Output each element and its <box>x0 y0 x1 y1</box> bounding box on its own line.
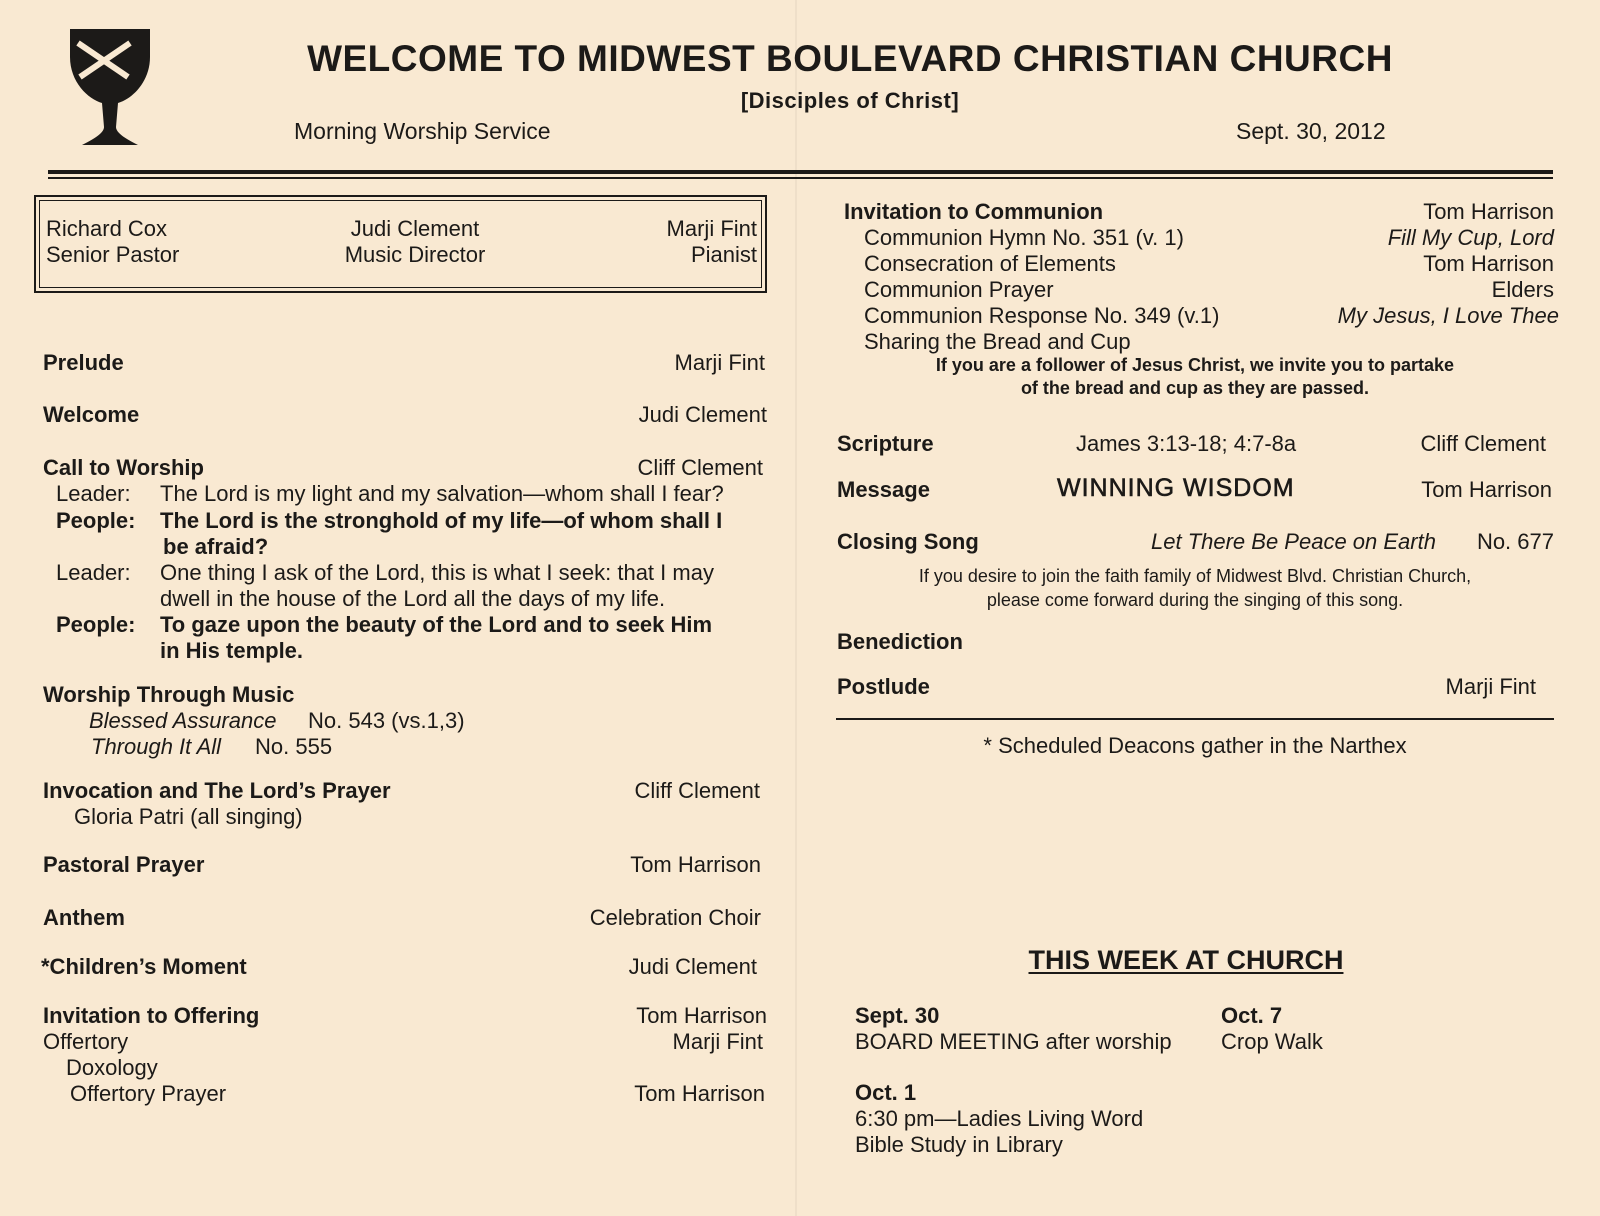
event-description: 6:30 pm—Ladies Living Word <box>855 1106 1144 1131</box>
closing-song-label: Closing Song <box>837 529 979 554</box>
doxology-label: Doxology <box>66 1055 158 1080</box>
offering-who: Tom Harrison <box>636 1003 767 1028</box>
closing-song-note: If you desire to join the faith family of Midwest Blvd. Christian Church, <box>918 566 1472 586</box>
song-number: No. 555 <box>255 734 333 759</box>
communion-item-detail: Elders <box>1491 277 1554 302</box>
song-number: No. 543 (vs.1,3) <box>308 708 465 733</box>
communion-who: Tom Harrison <box>1423 199 1554 224</box>
welcome-who: Judi Clement <box>638 402 767 427</box>
offertory-who: Marji Fint <box>672 1029 763 1054</box>
song-title: Blessed Assurance <box>89 708 277 733</box>
postlude-label: Postlude <box>837 674 930 699</box>
prelude-label: Prelude <box>43 350 124 375</box>
music-label: Worship Through Music <box>43 682 295 707</box>
song-title: Through It All <box>91 734 222 759</box>
offering-label: Invitation to Offering <box>43 1003 260 1028</box>
header-rule <box>48 170 1553 174</box>
event-date: Oct. 7 <box>1221 1003 1283 1028</box>
pastoral-prayer-label: Pastoral Prayer <box>43 852 205 877</box>
benediction-label: Benediction <box>837 629 963 654</box>
pastoral-prayer-who: Tom Harrison <box>630 852 761 877</box>
closing-song-number: No. 677 <box>1476 529 1554 554</box>
service-name: Morning Worship Service <box>294 118 551 144</box>
staff-name-pianist: Marji Fint <box>666 216 757 241</box>
litany-speaker: People: <box>56 612 136 637</box>
welcome-label: Welcome <box>43 402 140 427</box>
litany-line-cont: be afraid? <box>163 534 269 559</box>
communion-note: of the bread and cup as they are passed. <box>1020 378 1370 398</box>
staff-name-pastor: Richard Cox <box>46 216 168 241</box>
header-rule-thin <box>48 177 1553 179</box>
call-to-worship-who: Cliff Clement <box>637 455 763 480</box>
this-week-heading: THIS WEEK AT CHURCH <box>1028 945 1344 975</box>
communion-item: Communion Hymn No. 351 (v. 1) <box>864 225 1184 250</box>
invocation-label: Invocation and The Lord’s Prayer <box>43 778 391 803</box>
closing-song-title: Let There Be Peace on Earth <box>1151 529 1436 554</box>
litany-line: One thing I ask of the Lord, this is what I seek: that I may <box>160 560 714 585</box>
litany-speaker: Leader: <box>56 560 131 585</box>
litany-line: The Lord is my light and my salvation—whom shall I fear? <box>160 481 724 506</box>
postlude-rule <box>836 718 1554 720</box>
postlude-who: Marji Fint <box>1445 674 1536 699</box>
scripture-reference: James 3:13-18; 4:7-8a <box>1076 431 1297 456</box>
communion-item-detail: Fill My Cup, Lord <box>1387 225 1554 250</box>
litany-line-cont: dwell in the house of the Lord all the days of my life. <box>160 586 666 611</box>
staff-role-music: Music Director <box>344 242 486 267</box>
communion-item: Communion Prayer <box>864 277 1054 302</box>
event-date: Sept. 30 <box>855 1003 940 1028</box>
message-label: Message <box>837 477 930 502</box>
event-date: Oct. 1 <box>855 1080 917 1105</box>
communion-item-detail: Tom Harrison <box>1423 251 1554 276</box>
sermon-title: WINNING WISDOM <box>1057 474 1295 502</box>
message-who: Tom Harrison <box>1421 477 1552 502</box>
page-subtitle: [Disciples of Christ] <box>740 88 960 113</box>
page-title: WELCOME TO MIDWEST BOULEVARD CHRISTIAN CHURCH <box>307 38 1393 79</box>
call-to-worship-label: Call to Worship <box>43 455 204 480</box>
anthem-who: Celebration Choir <box>589 905 761 930</box>
litany-speaker: People: <box>56 508 136 533</box>
litany-speaker: Leader: <box>56 481 131 506</box>
litany-line: The Lord is the stronghold of my life—of whom shall I <box>160 508 723 533</box>
event-description: Crop Walk <box>1221 1029 1323 1054</box>
prelude-who: Marji Fint <box>674 350 765 375</box>
staff-role-pianist: Pianist <box>690 242 757 267</box>
communion-item: Communion Response No. 349 (v.1) <box>864 303 1220 328</box>
event-description: BOARD MEETING after worship <box>855 1029 1172 1054</box>
event-description: Bible Study in Library <box>855 1132 1063 1157</box>
page-fold <box>795 0 797 1216</box>
communion-item: Consecration of Elements <box>864 251 1116 276</box>
communion-item-detail: My Jesus, I Love Thee <box>1337 303 1559 328</box>
gloria-patri: Gloria Patri (all singing) <box>74 804 303 829</box>
staff-role-pastor: Senior Pastor <box>46 242 180 267</box>
communion-note: If you are a follower of Jesus Christ, we invite you to partake <box>935 355 1455 375</box>
anthem-label: Anthem <box>43 905 125 930</box>
closing-song-note: please come forward during the singing of this song. <box>986 590 1404 610</box>
invocation-who: Cliff Clement <box>634 778 760 803</box>
childrens-moment-label: *Children’s Moment <box>41 954 247 979</box>
litany-line: To gaze upon the beauty of the Lord and to seek Him <box>160 612 713 637</box>
scripture-who: Cliff Clement <box>1420 431 1546 456</box>
offertory-label: Offertory <box>43 1029 129 1054</box>
deacons-note: * Scheduled Deacons gather in the Narthex <box>983 733 1407 758</box>
staff-name-music: Judi Clement <box>350 216 480 241</box>
offertory-prayer-who: Tom Harrison <box>634 1081 765 1106</box>
offertory-prayer-label: Offertory Prayer <box>70 1081 227 1106</box>
childrens-moment-who: Judi Clement <box>628 954 757 979</box>
scripture-label: Scripture <box>837 431 934 456</box>
litany-line-cont: in His temple. <box>160 638 304 663</box>
service-date: Sept. 30, 2012 <box>1236 118 1386 144</box>
communion-label: Invitation to Communion <box>844 199 1104 224</box>
communion-item: Sharing the Bread and Cup <box>864 329 1131 354</box>
